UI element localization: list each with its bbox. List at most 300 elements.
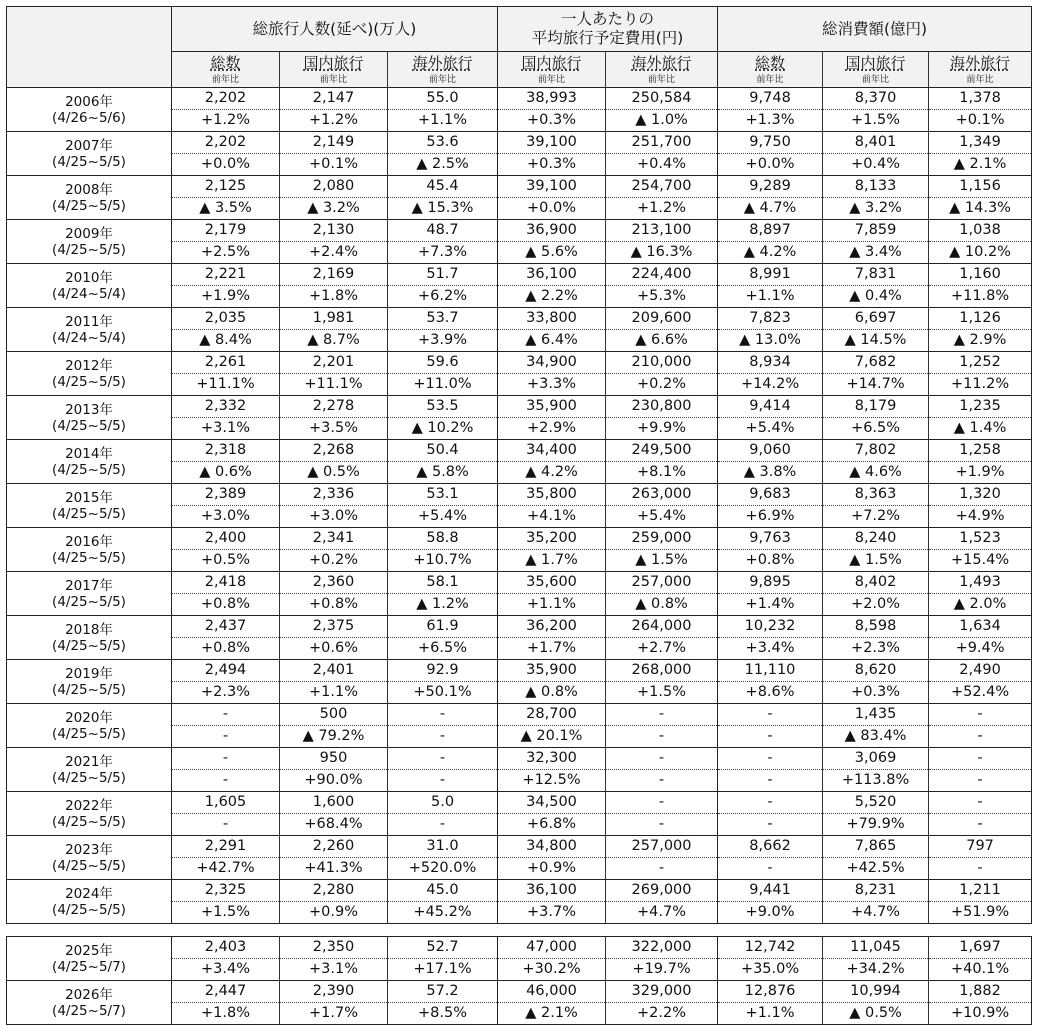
yoy-cell: +1.8% <box>172 1003 280 1025</box>
value-cell: 1,320 <box>929 484 1032 506</box>
yoy-cell: +7.2% <box>823 506 929 528</box>
row-year-label <box>7 528 172 572</box>
yoy-cell: +1.7% <box>280 1003 388 1025</box>
value-cell: 2,080 <box>280 176 388 198</box>
value-cell: 2,291 <box>172 836 280 858</box>
row-period: (4/25~5/5) <box>52 813 126 830</box>
table-row <box>7 704 1032 726</box>
yoy-cell: - <box>388 770 498 792</box>
yoy-cell: +51.9% <box>929 902 1032 924</box>
yoy-label: 前年比 <box>606 73 718 88</box>
value-cell: 2,202 <box>172 88 280 110</box>
yoy-cell: - <box>606 814 718 836</box>
table-row <box>7 748 1032 770</box>
table-gap <box>7 924 1032 937</box>
yoy-cell: +5.4% <box>606 506 718 528</box>
table-body-recent <box>7 937 1032 1025</box>
row-period: (4/25~5/5) <box>52 549 126 566</box>
value-cell: 2,360 <box>280 572 388 594</box>
col-header-consumption-domestic: 国内旅行 <box>823 52 929 74</box>
value-cell: - <box>606 704 718 726</box>
table-row <box>7 132 1032 154</box>
value-cell: 224,400 <box>606 264 718 286</box>
yoy-cell: +0.5% <box>172 550 280 572</box>
yoy-cell: +2.3% <box>172 682 280 704</box>
row-year-label <box>7 308 172 352</box>
value-cell: 8,402 <box>823 572 929 594</box>
yoy-cell: - <box>929 770 1032 792</box>
yoy-cell: +10.9% <box>929 1003 1032 1025</box>
value-cell: 6,697 <box>823 308 929 330</box>
row-year: 2022年 <box>65 797 113 814</box>
yoy-cell: +4.1% <box>498 506 606 528</box>
yoy-cell: ▲ 5.6% <box>498 242 606 264</box>
yoy-cell: +0.9% <box>498 858 606 880</box>
row-year-label <box>7 660 172 704</box>
yoy-cell: ▲ 2.0% <box>929 594 1032 616</box>
yoy-cell: +6.9% <box>718 506 823 528</box>
row-year: 2016年 <box>65 533 113 550</box>
yoy-cell: +5.4% <box>388 506 498 528</box>
value-cell: 1,038 <box>929 220 1032 242</box>
value-cell: 53.7 <box>388 308 498 330</box>
row-year-label <box>7 836 172 880</box>
value-cell: 1,523 <box>929 528 1032 550</box>
value-cell: 8,598 <box>823 616 929 638</box>
yoy-cell: - <box>388 814 498 836</box>
value-cell: 1,435 <box>823 704 929 726</box>
value-cell: 797 <box>929 836 1032 858</box>
travel-statistics-table-container <box>6 6 1031 1025</box>
yoy-label: 前年比 <box>388 73 498 88</box>
yoy-cell: +10.7% <box>388 550 498 572</box>
value-cell: 8,231 <box>823 880 929 902</box>
value-cell: 2,494 <box>172 660 280 682</box>
yoy-cell: - <box>388 726 498 748</box>
value-cell: 53.1 <box>388 484 498 506</box>
yoy-cell: +520.0% <box>388 858 498 880</box>
value-cell: 7,865 <box>823 836 929 858</box>
value-cell: 2,375 <box>280 616 388 638</box>
yoy-cell: +11.2% <box>929 374 1032 396</box>
yoy-cell: ▲ 16.3% <box>606 242 718 264</box>
value-cell: 45.0 <box>388 880 498 902</box>
row-year-label <box>7 704 172 748</box>
row-year-label <box>7 792 172 836</box>
yoy-cell: +1.9% <box>172 286 280 308</box>
yoy-cell: - <box>718 770 823 792</box>
yoy-cell: +19.7% <box>606 959 718 981</box>
yoy-cell: ▲ 3.2% <box>280 198 388 220</box>
yoy-label: 前年比 <box>172 73 280 88</box>
value-cell: 61.9 <box>388 616 498 638</box>
yoy-cell: - <box>929 726 1032 748</box>
value-cell: 2,261 <box>172 352 280 374</box>
yoy-label: 前年比 <box>823 73 929 88</box>
yoy-cell: +1.5% <box>172 902 280 924</box>
value-cell: 9,748 <box>718 88 823 110</box>
value-cell: 11,110 <box>718 660 823 682</box>
yoy-cell: +8.6% <box>718 682 823 704</box>
value-cell: 48.7 <box>388 220 498 242</box>
col-header-travelers-total: 総数 <box>172 52 280 74</box>
yoy-cell: +0.2% <box>280 550 388 572</box>
value-cell: 329,000 <box>606 981 718 1003</box>
yoy-cell: ▲ 0.6% <box>172 462 280 484</box>
row-year-label <box>7 440 172 484</box>
value-cell: 8,363 <box>823 484 929 506</box>
yoy-cell: ▲ 4.6% <box>823 462 929 484</box>
yoy-cell: +45.2% <box>388 902 498 924</box>
yoy-cell: ▲ 10.2% <box>929 242 1032 264</box>
value-cell: - <box>172 704 280 726</box>
yoy-cell: ▲ 83.4% <box>823 726 929 748</box>
yoy-cell: +0.0% <box>498 198 606 220</box>
row-year-label <box>7 484 172 528</box>
yoy-cell: +0.1% <box>280 154 388 176</box>
value-cell: 2,221 <box>172 264 280 286</box>
value-cell: 1,252 <box>929 352 1032 374</box>
value-cell: 7,831 <box>823 264 929 286</box>
row-period: (4/25~5/5) <box>52 417 126 434</box>
value-cell: 2,280 <box>280 880 388 902</box>
yoy-cell: ▲ 2.9% <box>929 330 1032 352</box>
value-cell: 257,000 <box>606 572 718 594</box>
row-year: 2024年 <box>65 885 113 902</box>
yoy-cell: ▲ 2.1% <box>498 1003 606 1025</box>
value-cell: 259,000 <box>606 528 718 550</box>
value-cell: 210,000 <box>606 352 718 374</box>
yoy-cell: +3.1% <box>172 418 280 440</box>
yoy-cell: ▲ 10.2% <box>388 418 498 440</box>
yoy-cell: ▲ 14.3% <box>929 198 1032 220</box>
yoy-cell: +0.8% <box>172 638 280 660</box>
yoy-cell: +4.9% <box>929 506 1032 528</box>
col-header-travelers-overseas: 海外旅行 <box>388 52 498 74</box>
value-cell: 2,401 <box>280 660 388 682</box>
yoy-cell: ▲ 0.8% <box>498 682 606 704</box>
value-cell: 35,600 <box>498 572 606 594</box>
yoy-cell: +52.4% <box>929 682 1032 704</box>
value-cell: 47,000 <box>498 937 606 959</box>
value-cell: 7,823 <box>718 308 823 330</box>
table-row <box>7 220 1032 242</box>
value-cell: 33,800 <box>498 308 606 330</box>
yoy-cell: - <box>606 770 718 792</box>
value-cell: 10,994 <box>823 981 929 1003</box>
row-year: 2021年 <box>65 753 113 770</box>
col-header-cost-domestic: 国内旅行 <box>498 52 606 74</box>
row-year: 2025年 <box>65 942 113 959</box>
value-cell: 2,035 <box>172 308 280 330</box>
value-cell: 10,232 <box>718 616 823 638</box>
yoy-label: 前年比 <box>929 73 1032 88</box>
yoy-cell: +5.4% <box>718 418 823 440</box>
row-year: 2018年 <box>65 621 113 638</box>
yoy-label: 前年比 <box>280 73 388 88</box>
yoy-cell: +0.6% <box>280 638 388 660</box>
row-period: (4/25~5/5) <box>52 373 126 390</box>
yoy-cell: +50.1% <box>388 682 498 704</box>
value-cell: 9,289 <box>718 176 823 198</box>
row-year-label <box>7 396 172 440</box>
value-cell: 268,000 <box>606 660 718 682</box>
yoy-cell: +0.8% <box>718 550 823 572</box>
yoy-cell: +4.7% <box>823 902 929 924</box>
row-year: 2019年 <box>65 665 113 682</box>
value-cell: 2,202 <box>172 132 280 154</box>
header-group-row <box>7 7 1032 52</box>
row-year: 2007年 <box>65 137 113 154</box>
table-row <box>7 440 1032 462</box>
value-cell: 12,742 <box>718 937 823 959</box>
table-row <box>7 572 1032 594</box>
yoy-cell: - <box>172 726 280 748</box>
row-year-label <box>7 132 172 176</box>
row-year-label <box>7 616 172 660</box>
yoy-cell: +0.8% <box>280 594 388 616</box>
value-cell: 2,201 <box>280 352 388 374</box>
header-group-avg-cost: 一人あたりの 平均旅行予定費用(円) <box>498 7 718 52</box>
yoy-cell: +1.2% <box>280 110 388 132</box>
value-cell: - <box>172 748 280 770</box>
yoy-cell: ▲ 3.2% <box>823 198 929 220</box>
value-cell: 3,069 <box>823 748 929 770</box>
value-cell: 39,100 <box>498 176 606 198</box>
yoy-cell: +2.4% <box>280 242 388 264</box>
yoy-cell: ▲ 1.5% <box>823 550 929 572</box>
value-cell: 251,700 <box>606 132 718 154</box>
yoy-cell: ▲ 2.2% <box>498 286 606 308</box>
value-cell: 1,258 <box>929 440 1032 462</box>
value-cell: 2,403 <box>172 937 280 959</box>
table-row <box>7 981 1032 1003</box>
table-row <box>7 880 1032 902</box>
col-header-travelers-domestic: 国内旅行 <box>280 52 388 74</box>
yoy-cell: +1.2% <box>606 198 718 220</box>
value-cell: 2,318 <box>172 440 280 462</box>
yoy-cell: ▲ 6.6% <box>606 330 718 352</box>
value-cell: 50.4 <box>388 440 498 462</box>
row-period: (4/25~5/5) <box>52 593 126 610</box>
yoy-cell: +1.4% <box>718 594 823 616</box>
col-header-consumption-total: 総数 <box>718 52 823 74</box>
row-year: 2020年 <box>65 709 113 726</box>
yoy-cell: +1.1% <box>498 594 606 616</box>
value-cell: 2,350 <box>280 937 388 959</box>
header-corner-cell <box>7 7 172 88</box>
yoy-cell: +0.0% <box>718 154 823 176</box>
value-cell: 9,895 <box>718 572 823 594</box>
value-cell: 53.6 <box>388 132 498 154</box>
table-row <box>7 484 1032 506</box>
row-year-label <box>7 88 172 132</box>
value-cell: 1,493 <box>929 572 1032 594</box>
yoy-cell: +0.3% <box>498 154 606 176</box>
table-body-main <box>7 88 1032 924</box>
value-cell: 2,437 <box>172 616 280 638</box>
value-cell: 2,447 <box>172 981 280 1003</box>
value-cell: - <box>606 792 718 814</box>
row-period: (4/25~5/5) <box>52 901 126 918</box>
yoy-cell: +1.5% <box>606 682 718 704</box>
value-cell: 7,802 <box>823 440 929 462</box>
value-cell: 1,378 <box>929 88 1032 110</box>
value-cell: 39,100 <box>498 132 606 154</box>
value-cell: 36,900 <box>498 220 606 242</box>
value-cell: 45.4 <box>388 176 498 198</box>
value-cell: 92.9 <box>388 660 498 682</box>
yoy-cell: +17.1% <box>388 959 498 981</box>
row-period: (4/25~5/5) <box>52 461 126 478</box>
yoy-cell: +5.3% <box>606 286 718 308</box>
yoy-cell: ▲ 0.4% <box>823 286 929 308</box>
row-year: 2011年 <box>65 313 113 330</box>
value-cell: 12,876 <box>718 981 823 1003</box>
value-cell: 2,278 <box>280 396 388 418</box>
value-cell: 2,325 <box>172 880 280 902</box>
yoy-cell: +3.0% <box>172 506 280 528</box>
value-cell: - <box>388 704 498 726</box>
yoy-cell: - <box>172 770 280 792</box>
yoy-cell: +3.0% <box>280 506 388 528</box>
header-group-travelers: 総旅行人数(延べ)(万人) <box>172 7 498 52</box>
row-period: (4/26~5/6) <box>52 109 126 126</box>
yoy-cell: +3.9% <box>388 330 498 352</box>
value-cell: 249,500 <box>606 440 718 462</box>
value-cell: 264,000 <box>606 616 718 638</box>
value-cell: 34,400 <box>498 440 606 462</box>
yoy-cell: +34.2% <box>823 959 929 981</box>
value-cell: 52.7 <box>388 937 498 959</box>
table-row <box>7 88 1032 110</box>
row-year-label <box>7 220 172 264</box>
yoy-cell: ▲ 1.5% <box>606 550 718 572</box>
value-cell: 2,400 <box>172 528 280 550</box>
yoy-cell: - <box>929 814 1032 836</box>
yoy-cell: +0.4% <box>823 154 929 176</box>
yoy-cell: +41.3% <box>280 858 388 880</box>
yoy-cell: +40.1% <box>929 959 1032 981</box>
value-cell: 9,750 <box>718 132 823 154</box>
yoy-cell: +1.1% <box>718 286 823 308</box>
col-header-consumption-overseas: 海外旅行 <box>929 52 1032 74</box>
table-row <box>7 352 1032 374</box>
yoy-label: 前年比 <box>498 73 606 88</box>
yoy-cell: +0.8% <box>172 594 280 616</box>
yoy-cell: +11.1% <box>280 374 388 396</box>
table-row <box>7 616 1032 638</box>
row-year-label <box>7 937 172 981</box>
value-cell: 9,060 <box>718 440 823 462</box>
value-cell: 8,662 <box>718 836 823 858</box>
value-cell: 213,100 <box>606 220 718 242</box>
yoy-cell: +3.4% <box>172 959 280 981</box>
value-cell: 230,800 <box>606 396 718 418</box>
value-cell: 8,991 <box>718 264 823 286</box>
table-row <box>7 660 1032 682</box>
yoy-cell: +14.2% <box>718 374 823 396</box>
value-cell: 31.0 <box>388 836 498 858</box>
yoy-cell: +4.7% <box>606 902 718 924</box>
yoy-cell: ▲ 3.8% <box>718 462 823 484</box>
table-row <box>7 937 1032 959</box>
row-period: (4/24~5/4) <box>52 285 126 302</box>
value-cell: 5,520 <box>823 792 929 814</box>
yoy-cell: - <box>172 814 280 836</box>
yoy-cell: +15.4% <box>929 550 1032 572</box>
row-period: (4/25~5/7) <box>52 958 126 975</box>
value-cell: 1,605 <box>172 792 280 814</box>
yoy-cell: +9.0% <box>718 902 823 924</box>
value-cell: 2,490 <box>929 660 1032 682</box>
yoy-cell: +0.9% <box>280 902 388 924</box>
value-cell: 8,897 <box>718 220 823 242</box>
table-row <box>7 792 1032 814</box>
yoy-cell: +9.4% <box>929 638 1032 660</box>
value-cell: 58.8 <box>388 528 498 550</box>
value-cell: 38,993 <box>498 88 606 110</box>
yoy-cell: ▲ 0.5% <box>280 462 388 484</box>
value-cell: 53.5 <box>388 396 498 418</box>
value-cell: 254,700 <box>606 176 718 198</box>
yoy-cell: +30.2% <box>498 959 606 981</box>
value-cell: 51.7 <box>388 264 498 286</box>
table-row <box>7 176 1032 198</box>
value-cell: 209,600 <box>606 308 718 330</box>
row-period: (4/25~5/5) <box>52 637 126 654</box>
yoy-cell: ▲ 6.4% <box>498 330 606 352</box>
value-cell: 36,200 <box>498 616 606 638</box>
row-year: 2014年 <box>65 445 113 462</box>
row-year: 2015年 <box>65 489 113 506</box>
value-cell: 7,859 <box>823 220 929 242</box>
yoy-cell: +3.5% <box>280 418 388 440</box>
yoy-cell: - <box>929 858 1032 880</box>
yoy-cell: +8.1% <box>606 462 718 484</box>
value-cell: 58.1 <box>388 572 498 594</box>
row-period: (4/25~5/5) <box>52 153 126 170</box>
row-year-label <box>7 748 172 792</box>
value-cell: 500 <box>280 704 388 726</box>
row-period: (4/25~5/7) <box>52 1002 126 1019</box>
value-cell: 8,133 <box>823 176 929 198</box>
value-cell: - <box>929 748 1032 770</box>
yoy-cell: +35.0% <box>718 959 823 981</box>
value-cell: 11,045 <box>823 937 929 959</box>
value-cell: 9,763 <box>718 528 823 550</box>
value-cell: - <box>718 748 823 770</box>
yoy-cell: +1.1% <box>718 1003 823 1025</box>
yoy-cell: - <box>718 858 823 880</box>
table-row <box>7 308 1032 330</box>
value-cell: 1,235 <box>929 396 1032 418</box>
value-cell: 2,268 <box>280 440 388 462</box>
yoy-label: 前年比 <box>718 73 823 88</box>
value-cell: 322,000 <box>606 937 718 959</box>
yoy-cell: - <box>718 726 823 748</box>
value-cell: 2,125 <box>172 176 280 198</box>
yoy-cell: ▲ 1.2% <box>388 594 498 616</box>
value-cell: 1,126 <box>929 308 1032 330</box>
yoy-cell: +113.8% <box>823 770 929 792</box>
value-cell: 1,211 <box>929 880 1032 902</box>
value-cell: 2,336 <box>280 484 388 506</box>
row-year: 2006年 <box>65 93 113 110</box>
value-cell: 250,584 <box>606 88 718 110</box>
yoy-cell: ▲ 3.4% <box>823 242 929 264</box>
yoy-cell: +0.4% <box>606 154 718 176</box>
